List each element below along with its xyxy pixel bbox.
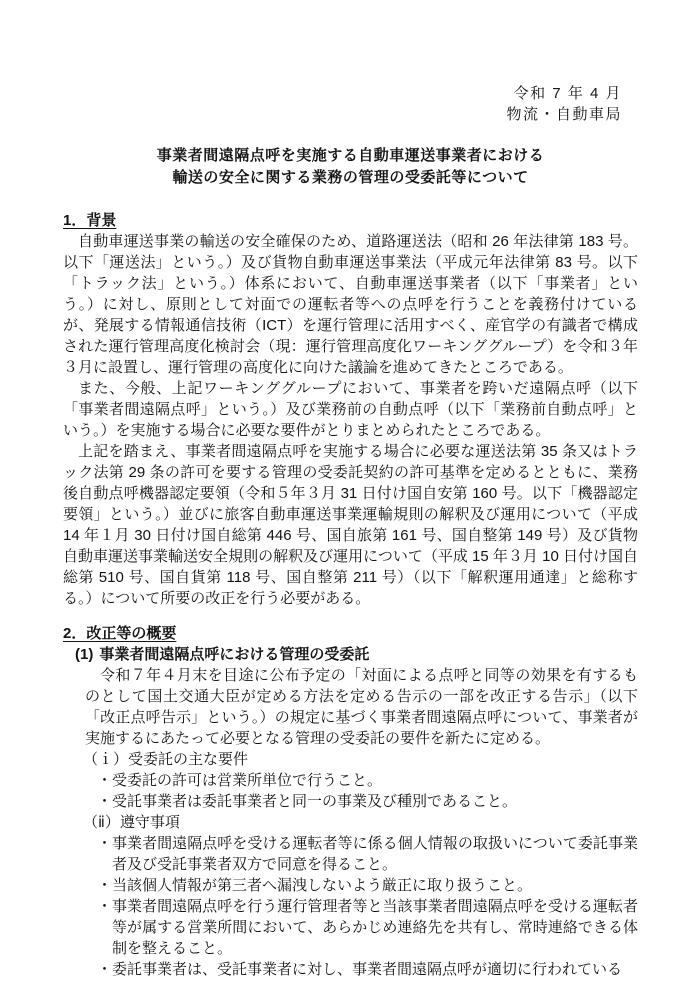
subsection-1-title: 事業者間遠隔点呼における管理の受委託	[99, 646, 370, 663]
compliance-item	[97, 896, 638, 959]
issuing-bureau: 物流・自動車局	[506, 106, 622, 123]
document-title-line-1: 事業者間遠隔点呼を実施する自動車運送事業者における	[156, 147, 545, 164]
compliance-label: （ⅱ）遵守事項	[83, 814, 180, 831]
section-1-heading: 1．背景	[63, 212, 117, 229]
document-title-line-2: 輸送の安全に関する業務の管理の受委託等について	[172, 169, 529, 186]
requirements-list	[97, 770, 638, 812]
requirement-item	[97, 791, 638, 812]
bullet-marker: ・	[97, 961, 113, 978]
background-paragraph-2: また、今般、上記ワーキンググループにおいて、事業者を跨いだ遠隔点呼（以下「事業者間遠隔点呼」という。）及び業務前の自動点呼（以下「業務前自動点呼」という。）を実施する場合に必要な要件がとりまとめられたところである。	[63, 380, 638, 439]
bullet-marker: ・	[97, 898, 113, 915]
subsection-1-heading	[75, 644, 638, 665]
subsection-1-intro: 令和７年４月末を目途に公布予定の「対面による点呼と同等の効果を有するものとして国土交通大臣が定める方法を定める告示の一部を改正する告示」（以下「改正点呼告示」という。）の規定に基づく事業者間遠隔点呼について、事業者が実施するにあたって必要となる管理の受委託の要件を新たに定める。	[85, 667, 638, 747]
compliance-item-text: 委託事業者は、受託事業者に対し、事業者間遠隔点呼が適切に行われている	[112, 961, 623, 978]
document-title	[63, 145, 638, 189]
compliance-item	[97, 875, 638, 896]
subsection-1-number: (1)	[75, 646, 94, 663]
compliance-item	[97, 959, 638, 980]
requirement-item-text: 受託事業者は委託事業者と同一の事業及び種別であること。	[112, 793, 518, 810]
requirements-label: （ｉ）受委託の主な要件	[83, 751, 249, 768]
requirement-item-text: 受委託の許可は営業所単位で行うこと。	[112, 772, 383, 789]
compliance-item	[97, 833, 638, 875]
page-header	[63, 83, 638, 125]
bullet-marker: ・	[97, 877, 113, 894]
background-paragraph-3: 上記を踏まえ、事業者間遠隔点呼を実施する場合に必要な運送法第 35 条又はトラック法第 29 条の許可を要する管理の受委託契約の許可基準を定めるとともに、業務後自動点呼機器認定要領（令和５年３月 31 日付け国自安第 160 号。以下「機器認定要領」という。）並びに旅客自動車運送事業運輸規則の解釈及び運用について（平成 14 年１月 30 日付け国自総第 446 号、国自旅第 161 号、国自整第 149 号）及び貨物自動車運送事業輸送安全規則の解釈及び運用について（平成 15 年３月 10 日付け国自総第 510 号、国自貨第 118 号、国自整第 211 号）（以下「解釈運用通達」と総称する。）について所要の改正を行う必要がある。	[63, 443, 638, 607]
compliance-list	[97, 833, 638, 980]
bullet-marker: ・	[97, 835, 113, 852]
background-paragraph-1: 自動車運送事業の輸送の安全確保のため、道路運送法（昭和 26 年法律第 183 号。以下「運送法」という。）及び貨物自動車運送事業法（平成元年法律第 83 号。以下「トラック法」という。）体系において、自動車運送事業者（以下「事業者」という。）に対し、原則として対面での運転者等への点呼を行うことを義務付けているが、発展する情報通信技術（ICT）を運行管理に活用すべく、産官学の有識者で構成された運行管理高度化検討会（現：運行管理高度化ワーキンググループ）を令和３年３月に設置し、運行管理の高度化に向けた議論を進めてきたところである。	[63, 233, 638, 376]
requirement-item	[97, 770, 638, 791]
bullet-marker: ・	[97, 793, 113, 810]
section-2-heading: 2．改正等の概要	[63, 625, 177, 642]
document-date: 令和 7 年 4 月	[513, 85, 622, 102]
compliance-item-text: 事業者間遠隔点呼を行う運行管理者等と当該事業者間遠隔点呼を受ける運転者等が属する営業所間において、あらかじめ連絡先を共有し、常時連絡できる体制を整えること。	[112, 898, 638, 957]
compliance-item-text: 事業者間遠隔点呼を受ける運転者等に係る個人情報の取扱いについて委託事業者及び受託事業者双方で同意を得ること。	[112, 835, 638, 873]
bullet-marker: ・	[97, 772, 113, 789]
compliance-item-text: 当該個人情報が第三者へ漏洩しないよう厳正に取り扱うこと。	[112, 877, 533, 894]
